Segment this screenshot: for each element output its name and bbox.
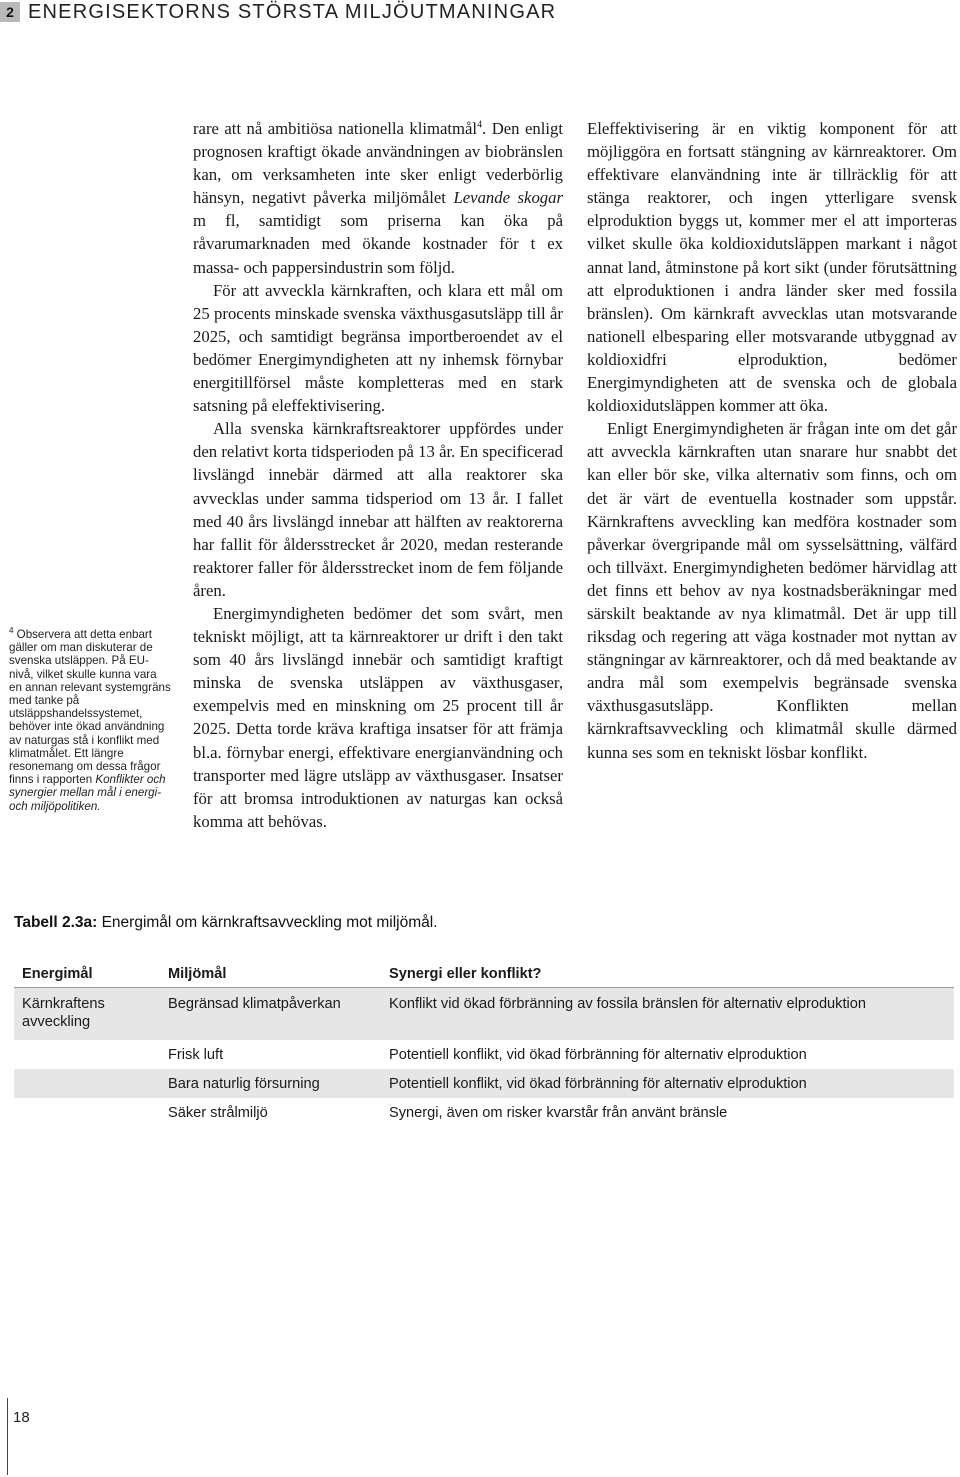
paragraph-text: m fl, samtidigt som priserna kan öka på råvarumarknaden med ökande kostnader för t ex massa- och pappersindustrin som följd.	[193, 211, 563, 277]
page-number: 18	[13, 1409, 30, 1426]
chapter-number-badge: 2	[0, 2, 20, 22]
table-header-row	[14, 960, 954, 988]
body-column-middle	[193, 117, 563, 833]
table-cell: Säker strålmiljö	[168, 1105, 268, 1121]
footnote-text: Observera att detta enbart gäller om man diskuterar de svenska utsläppen. På EU-nivå, vilket skulle kunna vara en annan relevant systemgräns med tanke på utsläppshandelssystemet, behöver inte ökad användning av naturgas stå i konflikt med klimatmålet. Ett längre resonemang om dessa frågor finns i rapporten	[9, 628, 171, 787]
environmental-goal-name: Levande skogar	[453, 188, 563, 208]
paragraph-text: . Den enligt prognosen kraftigt ökade användningen av biobränslen kan, om verksamheten inte sker enligt vederbörlig hänsyn, negativt påverka miljömålet	[193, 119, 564, 208]
paragraph: Energimyndigheten bedömer det som svårt, men tekniskt möjligt, att ta kärnreaktorer ur drift i den takt som 40 års livslängd innebär och samtidigt kraftigt minska de svenska utsläppen av växthusgaser, exempelvis med en minskning om 25 procent till år 2025. Detta torde kräva kraftiga insatser för att främja bl.a. förnybar energi, effektivare energianvändning och transporter med lägre utsläpp av växthusgaser. Insatser för att bromsa introduktionen av naturgas kan också komma att behövas.	[193, 603, 563, 831]
table-cell	[14, 1040, 160, 1069]
footnote	[9, 628, 171, 813]
table-row	[14, 1098, 954, 1127]
table-cell: Bara naturlig försurning	[160, 1069, 381, 1098]
paragraph-text: rare att nå ambitiösa nationella klimatmål	[193, 119, 478, 138]
table-caption-label: Tabell 2.3a:	[14, 914, 98, 931]
column-header-synergy-or-conflict: Synergi eller konflikt?	[381, 960, 954, 988]
page-margin-rule	[7, 1398, 8, 1475]
table-row	[14, 1069, 954, 1098]
table-cell: Potentiell konflikt, vid ökad förbränning för alternativ elproduktion	[389, 1047, 807, 1063]
table-caption	[14, 914, 438, 932]
table-caption-text: Energimål om kärnkraftsavveckling mot miljömål.	[97, 914, 438, 931]
footnote-marker: 4	[9, 626, 14, 636]
table-cell: Konflikt vid ökad förbränning av fossila bränslen för alternativ elproduktion	[381, 988, 954, 1041]
table-cell: Synergi, även om risker kvarstår från använt bränsle	[389, 1105, 728, 1121]
paragraph: Eleffektivisering är en viktig komponent för att möjliggöra en fortsatt stängning av kärnreaktorer. Om effektivare elanvändning inte är tillräcklig för att stänga reaktorer, och ingen ytterligare svensk elproduktion byggs ut, kommer mer el att importeras vilket skulle öka koldioxidutsläppen markant i något annat land, åtminstone på kort sikt (under förutsättning att elproduktionen i andra länder sker med fossila bränslen). Om kärnkraft avvecklas utan motsvarande nationell elbesparing eller motsvarande utbyggnad av koldioxidfri elproduktion, bedömer Energimyndigheten att de svenska och de globala koldioxidutsläppen kommer att öka.	[587, 119, 957, 416]
goals-table	[14, 960, 954, 1127]
table-cell: Frisk luft	[168, 1047, 224, 1063]
body-column-right	[587, 117, 957, 764]
paragraph	[193, 117, 563, 279]
table-cell: Kärnkraftens avveckling	[14, 988, 160, 1041]
column-header-environmental-goal: Miljömål	[160, 960, 381, 988]
paragraph: För att avveckla kärnkraften, och klara ett mål om 25 procents minskade svenska växthusgasutsläpp till år 2025, och samtidigt begränsa importberoendet av el bedömer Energimyndigheten att ny inhemsk förnybar energitillförsel måste kompletteras med en stark satsning på eleffektivisering.	[193, 280, 563, 416]
chapter-title: ENERGISEKTORNS STÖRSTA MILJÖUTMANINGAR	[28, 1, 557, 23]
table-cell	[14, 1069, 160, 1098]
table-cell: Potentiell konflikt, vid ökad förbränning för alternativ elproduktion	[381, 1069, 954, 1098]
paragraph: Enligt Energimyndigheten är frågan inte om det går att avveckla kärnkraften utan snarare hur snabbt det kan eller bör ske, vilka alternativ som finns, och om det är värt de eventuella kostnader som uppstår. Kärnkraftens avveckling kan medföra kostnader som påverkar övergripande mål om sysselsättning, välfärd och tillväxt. Energimyndigheten bedömer härvidlag att det finns ett behov av nya kostnadsberäkningar med särskilt beaktande av nya klimatmål. Det är upp till riksdag och regering att väga kostnader mot nyttan av stängningar av kärnreaktorer, och då med beaktande av andra mål som exempelvis begränsade svenska växthusgasutsläpp. Konflikten mellan kärnkraftsavveckling och klimatmål skulle därmed kunna ses som en tekniskt lösbar konflikt.	[587, 419, 957, 762]
footnote-reference: 4	[477, 119, 483, 131]
footnote-report-title: Konflikter och synergier mellan mål i energi- och miljöpolitiken.	[9, 773, 166, 813]
paragraph: Alla svenska kärnkraftsreaktorer uppfördes under den relativt korta tidsperioden på 13 år. En specificerad livslängd innebär därmed att alla reaktorer ska avvecklas under samma tidsperiod om 13 år. I fallet med 40 års livslängd innebar att hälften av reaktorerna har fallit för åldersstrecket år 2020, medan resterande reaktorer faller för åldersstrecket inom de fem följande åren.	[193, 419, 563, 600]
goals-table-container	[14, 960, 954, 1127]
column-header-energy-goal: Energimål	[14, 960, 160, 988]
table-cell: Begränsad klimatpåverkan	[160, 988, 381, 1041]
table-row	[14, 1040, 954, 1069]
table-cell	[14, 1098, 160, 1127]
page-header	[0, 0, 960, 26]
table-row	[14, 988, 954, 1041]
